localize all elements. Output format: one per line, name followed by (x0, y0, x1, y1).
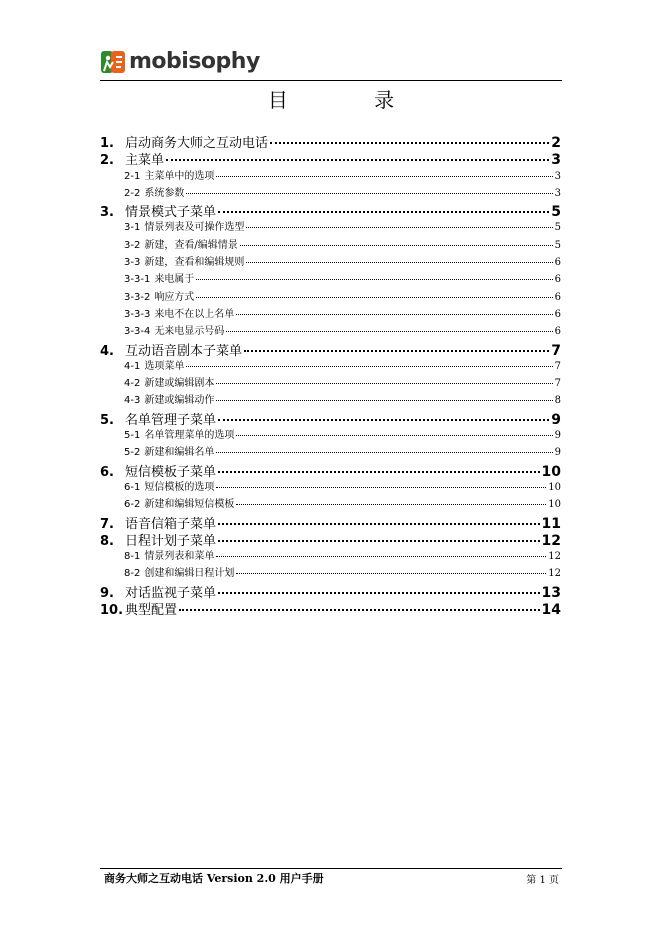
toc-entry-title: 新建，查看和编辑规则 (144, 257, 245, 269)
toc-entry-page: 12 (548, 568, 561, 580)
toc-entry-number: 7. (100, 516, 114, 532)
toc-entry-title: 情景列表和菜单 (144, 551, 215, 563)
toc-entry-number: 3-3-3 (124, 308, 151, 320)
toc-chapter-link[interactable] (100, 201, 561, 221)
toc-entry-page: 7 (551, 342, 561, 359)
toc-entry-page: 8 (554, 395, 561, 407)
footer-document-title: 商务大师之互动电话 Version 2.0 用户手册 (104, 872, 324, 885)
toc-entry-number: 3-3-1 (124, 274, 151, 286)
toc-entry-page: 6 (554, 308, 561, 320)
toc-entry-title: 主菜单中的选项 (144, 170, 215, 182)
toc-chapter-link[interactable] (100, 599, 561, 619)
toc-leader-dots (226, 331, 552, 332)
toc-leader-dots (240, 245, 553, 246)
toc-leader-dots (236, 573, 546, 574)
toc-entry-page: 7 (554, 360, 561, 372)
toc-section-link[interactable] (100, 443, 561, 460)
toc-entry-title: 启动商务大师之互动电话 (125, 136, 269, 151)
toc-entry-number: 9. (100, 585, 114, 601)
toc-entry-page: 6 (554, 291, 561, 303)
toc-entry-number: 8. (100, 533, 114, 549)
toc-leader-dots (218, 540, 540, 542)
toc-leader-dots (216, 383, 552, 384)
toc-leader-dots (218, 592, 540, 594)
toc-entry-title: 对话监视子菜单 (125, 585, 217, 601)
toc-entry-page: 3 (551, 152, 561, 169)
toc-entry-page: 14 (541, 602, 561, 619)
toc-entry-page: 6 (554, 326, 561, 338)
toc-chapter-link[interactable] (100, 340, 561, 357)
toc-leader-dots (218, 419, 549, 421)
toc-leader-dots (218, 523, 540, 525)
toc-chapter-link[interactable] (100, 513, 561, 530)
toc-leader-dots (246, 262, 552, 263)
toc-entry-title: 来电不在以上名单 (154, 308, 235, 320)
toc-entry-number: 10. (100, 603, 124, 619)
toc-entry-number: 3-3-2 (124, 291, 151, 303)
toc-leader-dots (246, 227, 552, 228)
toc-leader-dots (186, 366, 552, 367)
toc-entry-page: 9 (554, 430, 561, 442)
toc-entry-page: 10 (548, 481, 561, 493)
toc-entry-number: 2. (100, 153, 114, 169)
footer-divider (100, 868, 562, 869)
toc-section-link[interactable] (100, 357, 561, 374)
toc-entry-number: 2-2 (124, 187, 141, 199)
toc-entry-number: 3-3 (124, 257, 141, 269)
toc-entry-number: 5. (100, 412, 114, 428)
toc-entry-number: 3-3-4 (124, 326, 151, 338)
toc-entry-title: 互动语音剧本子菜单 (125, 343, 243, 359)
toc-entry-title: 新建和编辑短信模板 (144, 499, 235, 511)
toc-entry-page: 3 (554, 170, 561, 182)
toc-entry-title: 响应方式 (154, 291, 195, 303)
toc-entry-number: 2-1 (124, 170, 141, 182)
toc-entry-number: 3-1 (124, 222, 141, 234)
toc-entry-number: 5-1 (124, 430, 141, 442)
toc-chapter-link[interactable] (100, 530, 561, 547)
toc-section-link[interactable] (100, 547, 561, 564)
toc-entry-title: 新建和编辑名单 (144, 447, 215, 459)
toc-leader-dots (236, 435, 552, 436)
toc-entry-title: 语音信箱子菜单 (125, 516, 217, 532)
toc-entry-title: 主菜单 (125, 153, 165, 169)
toc-entry-number: 6-1 (124, 481, 141, 493)
toc-entry-title: 来电属于 (154, 274, 195, 286)
toc-leader-dots (216, 452, 552, 453)
toc-entry-page: 11 (541, 515, 561, 532)
toc-entry-number: 4-3 (124, 395, 141, 407)
toc-section-link[interactable] (100, 305, 561, 322)
toc-section-link[interactable] (100, 564, 561, 581)
toc-entry-title: 无来电显示号码 (154, 326, 225, 338)
toc-chapter-link[interactable] (100, 149, 561, 169)
toc-entry-title: 名单管理子菜单 (125, 412, 217, 428)
toc-section-link[interactable] (100, 167, 561, 184)
toc-entry-number: 4. (100, 343, 114, 359)
toc-entry-title: 系统参数 (144, 187, 185, 199)
toc-section-link[interactable] (100, 478, 561, 495)
toc-entry-title: 新建或编辑动作 (144, 395, 215, 407)
toc-leader-dots (216, 556, 546, 557)
page-title: 目 录 (267, 88, 435, 112)
toc-leader-dots (244, 350, 549, 352)
toc-leader-dots (179, 609, 540, 611)
toc-entry-title: 情景模式子菜单 (125, 205, 217, 221)
toc-entry-page: 10 (541, 463, 561, 480)
toc-entry-number: 6. (100, 464, 114, 480)
toc-leader-dots (236, 504, 546, 505)
toc-entry-page: 9 (551, 411, 561, 428)
toc-leader-dots (216, 487, 546, 488)
toc-section-link[interactable] (100, 495, 561, 512)
toc-entry-page: 6 (554, 274, 561, 286)
toc-entry-title: 短信模板子菜单 (125, 464, 217, 480)
toc-section-link[interactable] (100, 218, 561, 235)
toc-entry-page: 13 (541, 584, 561, 601)
toc-entry-number: 3-2 (124, 239, 141, 251)
toc-entry-page: 7 (554, 378, 561, 390)
toc-entry-number: 3. (100, 205, 114, 221)
toc-entry-number: 4-2 (124, 378, 141, 390)
toc-entry-number: 8-2 (124, 568, 141, 580)
toc-entry-page: 5 (554, 239, 561, 251)
company-logo (100, 48, 260, 76)
toc-entry-page: 9 (554, 447, 561, 459)
toc-section-link[interactable] (100, 253, 561, 270)
toc-leader-dots (166, 159, 549, 161)
toc-entry-page: 3 (554, 187, 561, 199)
toc-leader-dots (218, 471, 540, 473)
footer-page-number: 第 1 页 (526, 875, 559, 886)
toc-entry-page: 10 (548, 499, 561, 511)
toc-entry-number: 5-2 (124, 447, 141, 459)
toc-entry-page: 12 (548, 551, 561, 563)
toc-section-link[interactable] (100, 288, 561, 305)
header-divider (100, 80, 562, 81)
toc-entry-title: 典型配置 (125, 603, 178, 619)
toc-entry-title: 新建，查看/编辑情景 (144, 239, 238, 251)
toc-leader-dots (216, 400, 552, 401)
toc-entry-title: 短信模板的选项 (144, 481, 215, 493)
toc-entry-title: 新建或编辑剧本 (144, 378, 215, 390)
toc-section-link[interactable] (100, 322, 561, 339)
toc-entry-title: 创建和编辑日程计划 (144, 568, 235, 580)
toc-chapter-link[interactable] (100, 409, 561, 426)
toc-leader-dots (186, 193, 552, 194)
toc-entry-number: 6-2 (124, 499, 141, 511)
toc-entry-page: 6 (554, 257, 561, 269)
toc-section-link[interactable] (100, 270, 561, 287)
toc-section-link[interactable] (100, 184, 561, 201)
mobisophy-logo-icon (100, 49, 126, 75)
table-of-contents (100, 132, 561, 619)
toc-entry-title: 选项菜单 (144, 360, 185, 372)
toc-chapter-link[interactable] (100, 132, 561, 149)
toc-entry-page: 12 (541, 532, 561, 549)
toc-entry-title: 日程计划子菜单 (125, 533, 217, 549)
toc-entry-number: 1. (100, 136, 114, 151)
toc-entry-page: 5 (551, 204, 561, 221)
toc-entry-page: 5 (554, 222, 561, 234)
toc-leader-dots (218, 211, 549, 213)
toc-section-link[interactable] (100, 374, 561, 391)
toc-entry-title: 名单管理菜单的选项 (144, 430, 235, 442)
toc-entry-page: 2 (551, 135, 561, 151)
toc-section-link[interactable] (100, 236, 561, 253)
toc-entry-title: 情景列表及可操作选型 (144, 222, 245, 234)
logo-wordmark: mobisophy (129, 49, 260, 74)
toc-leader-dots (216, 176, 552, 177)
toc-leader-dots (236, 314, 552, 315)
toc-entry-number: 8-1 (124, 551, 141, 563)
toc-chapter-link[interactable] (100, 582, 561, 599)
toc-section-link[interactable] (100, 391, 561, 408)
toc-leader-dots (196, 297, 552, 298)
toc-section-link[interactable] (100, 426, 561, 443)
toc-leader-dots (196, 279, 552, 280)
toc-chapter-link[interactable] (100, 461, 561, 478)
toc-entry-number: 4-1 (124, 360, 141, 372)
toc-leader-dots (270, 142, 549, 144)
